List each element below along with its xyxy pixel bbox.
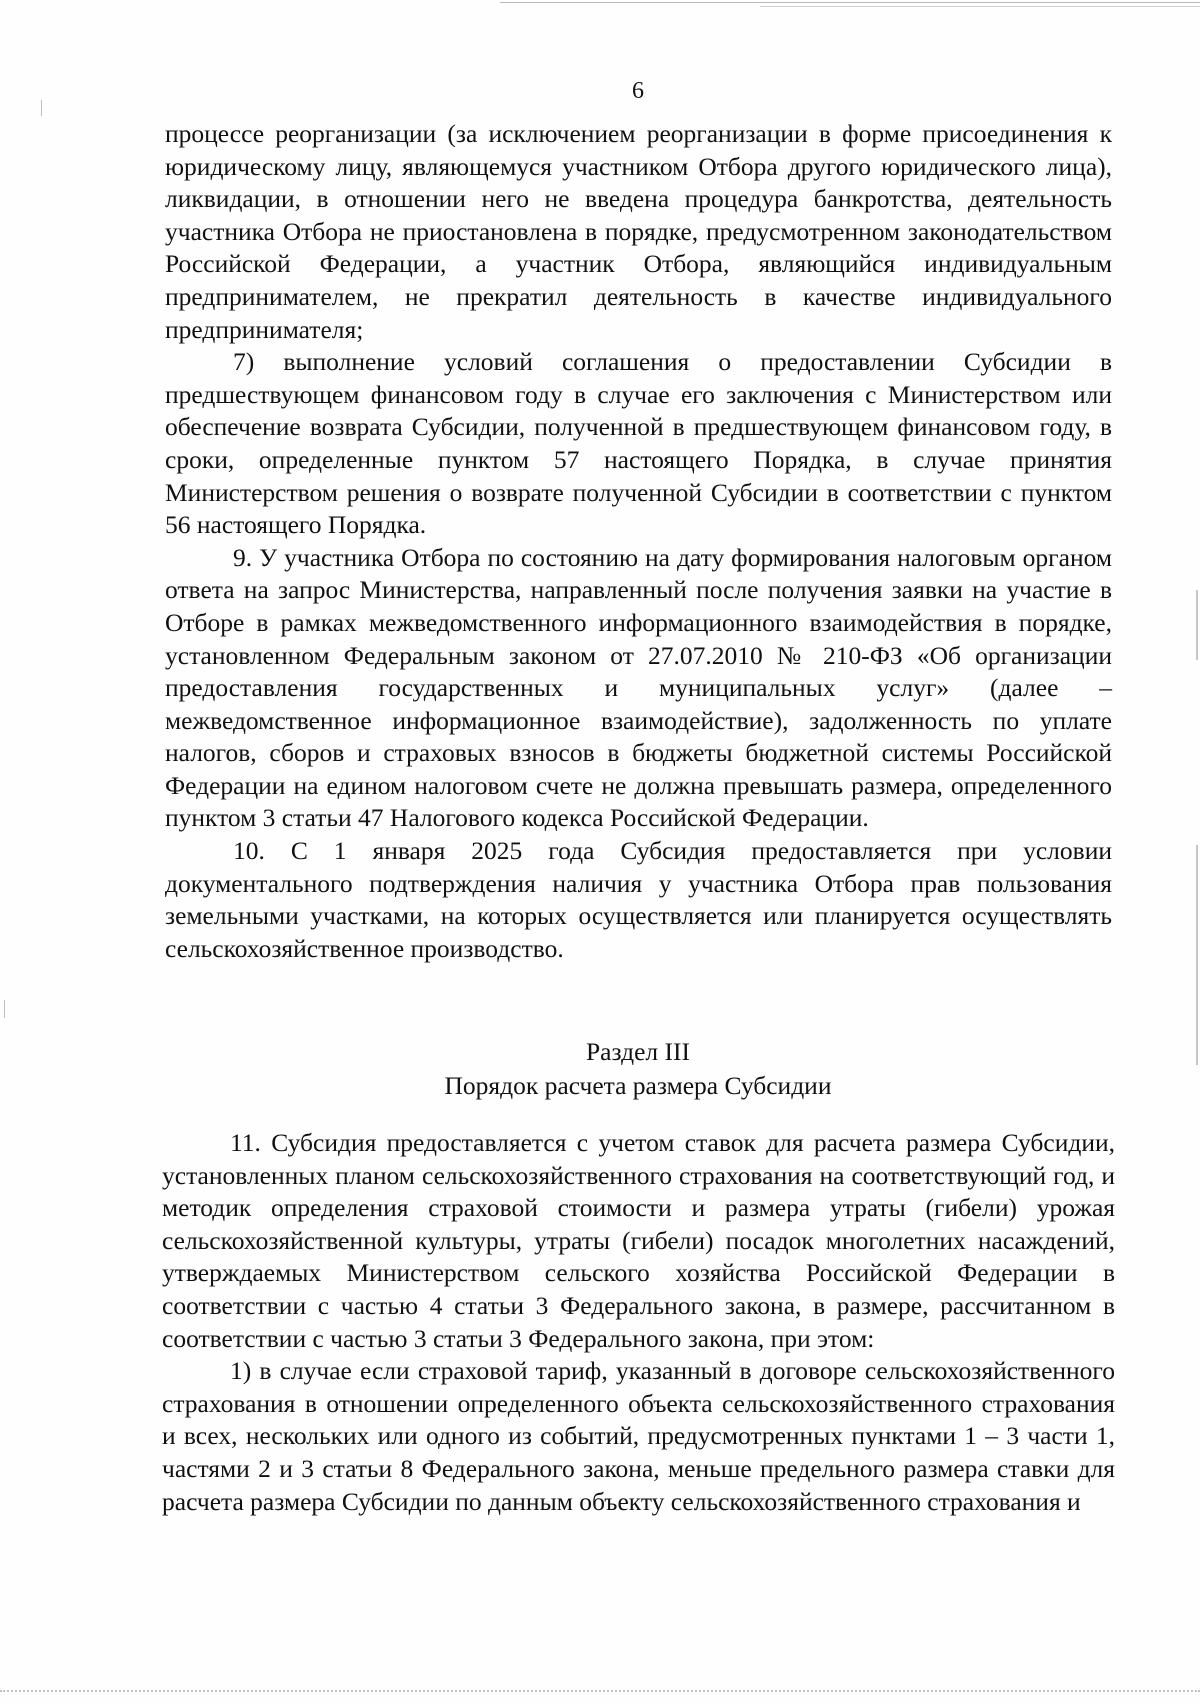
scan-bottom-edge bbox=[0, 1690, 1200, 1696]
scan-edge-mark bbox=[1196, 845, 1198, 1065]
paragraph-11: 11. Субсидия предоставляется с учетом ставок для расчета размера Субсидии, установленных планом сельскохозяйственного страхования на соответствующий год, и методик определения страховой стоимости и размера утраты (гибели) урожая сельскохозяйственной культуры, утраты (гибели) посадок многолетних насаждений, утверждаемых Министерством сельского хозяйства Российской Федерации в соответствии с частью 4 статьи 3 Федерального закона, в размере, рассчитанном в соответствии с частью 3 статьи 3 Федерального закона, при этом: bbox=[162, 1128, 1115, 1353]
paragraph-continuation: процессе реорганизации (за исключением реорганизации в форме присоединения к юридическому лицу, являющемуся участником Отбора другого юридического лица), ликвидации, в отношении него не введена процедура банкротства, деятельность участника Отбора не приостановлена в порядке, предусмотренном законодательством Российской Федерации, а участник Отбора, являющийся индивидуальным предпринимателем, не прекратил деятельность в качестве индивидуального предпринимателя; bbox=[165, 119, 1112, 344]
scan-margin-mark bbox=[4, 1000, 5, 1018]
paragraph-item-7: 7) выполнение условий соглашения о предоставлении Субсидии в предшествующем финансовом году в случае его заключения с Министерством или обеспечение возврата Субсидии, полученной в предшествующем финансовом году, в сроки, определенные пунктом 57 настоящего Порядка, в случае принятия Министерством решения о возврате полученной Субсидии в соответствии с пунктом 56 настоящего Порядка. bbox=[165, 347, 1112, 540]
paragraph-9: 9. У участника Отбора по состоянию на дату формирования налоговым органом ответа на запрос Министерства, направленный после получения заявки на участие в Отборе в рамках межведомственного информационного взаимодействия в порядке, установленном Федеральным законом от 27.07.2010 № 210-ФЗ «Об организации предоставления государственных и муниципальных услуг» (далее – межведомственное информационное взаимодействие), задолженность по уплате налогов, сборов и страховых взносов в бюджеты бюджетной системы Российской Федерации на едином налоговом счете не должна превышать размера, определенного пунктом 3 статьи 47 Налогового кодекса Российской Федерации. bbox=[165, 542, 1112, 833]
paragraph-10: 10. С 1 января 2025 года Субсидия предоставляется при условии документального подтверждения наличия у участника Отбора прав пользования земельными участками, на которых осуществляется или планируется осуществлять сельскохозяйственное производство. bbox=[165, 836, 1112, 963]
paragraph-item-1: 1) в случае если страховой тариф, указанный в договоре сельскохозяйственного страхования в отношении определенного объекта сельскохозяйственного страхования и всех, нескольких или одного из событий, предусмотренных пунктами 1 – 3 части 1, частями 2 и 3 статьи 8 Федерального закона, меньше предельного размера ставки для расчета размера Субсидии по данным объекту сельскохозяйственного страхования и bbox=[162, 1356, 1115, 1516]
scan-edge-mark bbox=[1196, 590, 1198, 660]
scan-edge-line bbox=[760, 6, 1200, 7]
page-number: 6 bbox=[632, 78, 644, 104]
scan-edge-line bbox=[500, 2, 1200, 3]
section-title: Порядок расчета размера Субсидии bbox=[444, 1071, 832, 1100]
section-heading: Раздел III bbox=[586, 1037, 690, 1066]
body-text-bottom bbox=[162, 1127, 1115, 1518]
body-text-top bbox=[165, 118, 1112, 965]
